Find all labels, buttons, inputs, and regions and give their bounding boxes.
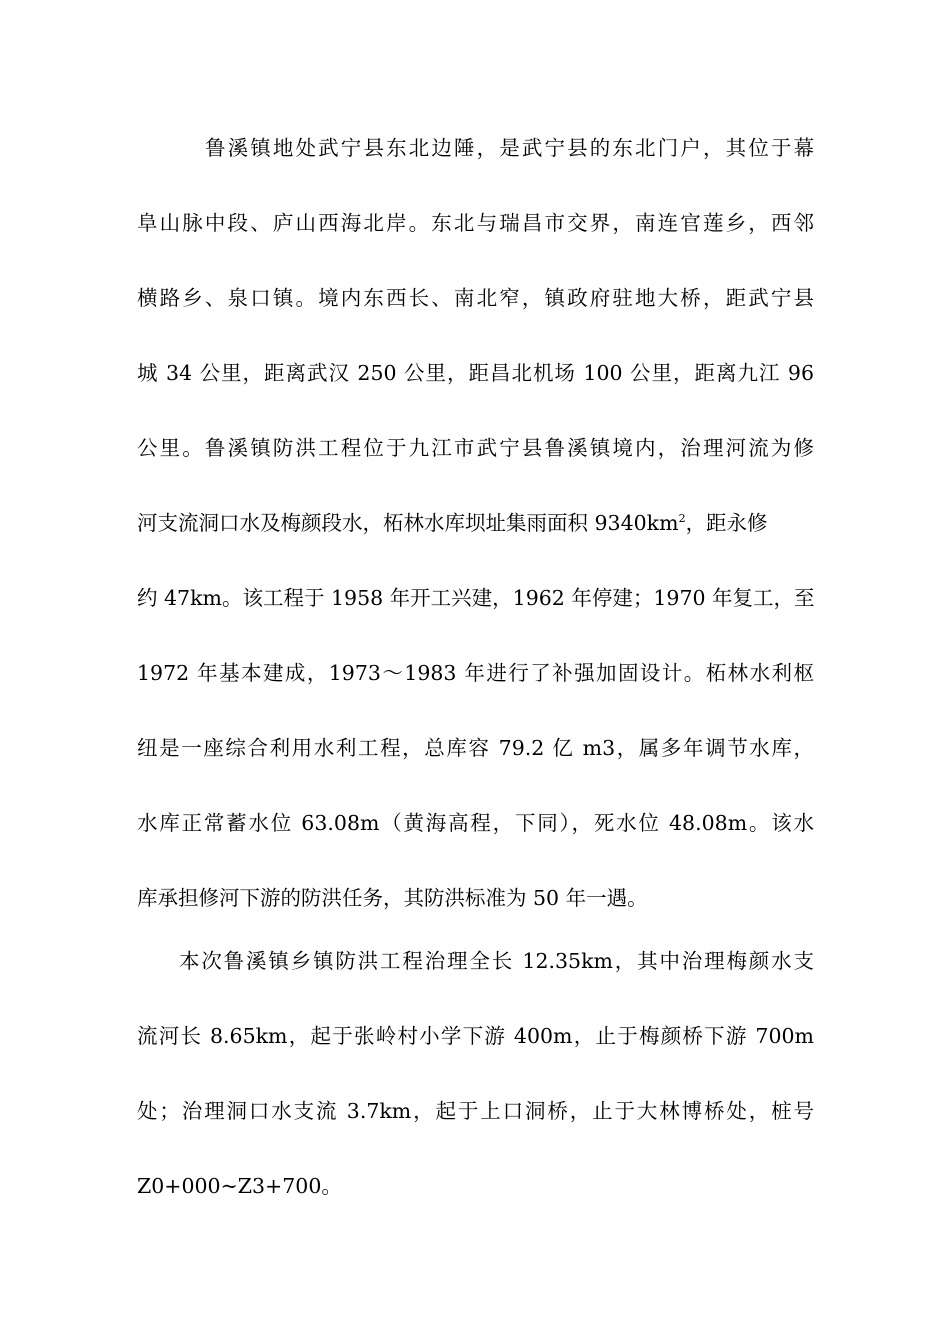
paragraph-2-line-2: 流河长 8.65km，起于张岭村小学下游 400m，止于梅颜桥下游 700m — [137, 1024, 814, 1048]
paragraph-1-line-1: 鲁溪镇地处武宁县东北边陲，是武宁县的东北门户，其位于幕 — [205, 136, 814, 160]
paragraph-1-line-4: 城 34 公里，距离武汉 250 公里，距昌北机场 100 公里，距离九江 96 — [137, 361, 814, 385]
paragraph-1-line-6 — [137, 508, 814, 538]
paragraph-1-line-6-tail: ，距永修 — [685, 511, 768, 535]
paragraph-1-line-11: 库承担修河下游的防洪任务，其防洪标准为 50 年一遇。 — [137, 886, 648, 910]
paragraph-2-line-3: 处；治理洞口水支流 3.7km，起于上口洞桥，止于大林博桥处，桩号 — [137, 1099, 814, 1123]
paragraph-1-line-10: 水库正常蓄水位 63.08m（黄海高程，下同），死水位 48.08m。该水 — [137, 811, 814, 835]
paragraph-1-line-7: 约 47km。该工程于 1958 年开工兴建，1962 年停建；1970 年复工，至 — [137, 586, 815, 610]
paragraph-2-line-1: 本次鲁溪镇乡镇防洪工程治理全长 12.35km，其中治理梅颜水支 — [179, 949, 814, 973]
paragraph-1-line-9: 纽是一座综合利用水利工程，总库容 79.2 亿 m3，属多年调节水库， — [137, 736, 814, 760]
paragraph-1-line-6-text: 河支流洞口水及梅颜段水，柘林水库坝址集雨面积 9340km — [137, 511, 679, 535]
paragraph-1-line-8: 1972 年基本建成，1973～1983 年进行了补强加固设计。柘林水利枢 — [137, 661, 814, 685]
paragraph-1-line-3: 横路乡、泉口镇。境内东西长、南北窄，镇政府驻地大桥，距武宁县 — [137, 286, 814, 310]
paragraph-2-line-4: Z0+000~Z3+700。 — [137, 1174, 342, 1198]
area-unit-superscript: 2 — [678, 512, 686, 525]
paragraph-1-line-5: 公里。鲁溪镇防洪工程位于九江市武宁县鲁溪镇境内，治理河流为修 — [137, 436, 814, 460]
paragraph-1-line-2: 阜山脉中段、庐山西海北岸。东北与瑞昌市交界，南连官莲乡，西邻 — [137, 211, 814, 235]
